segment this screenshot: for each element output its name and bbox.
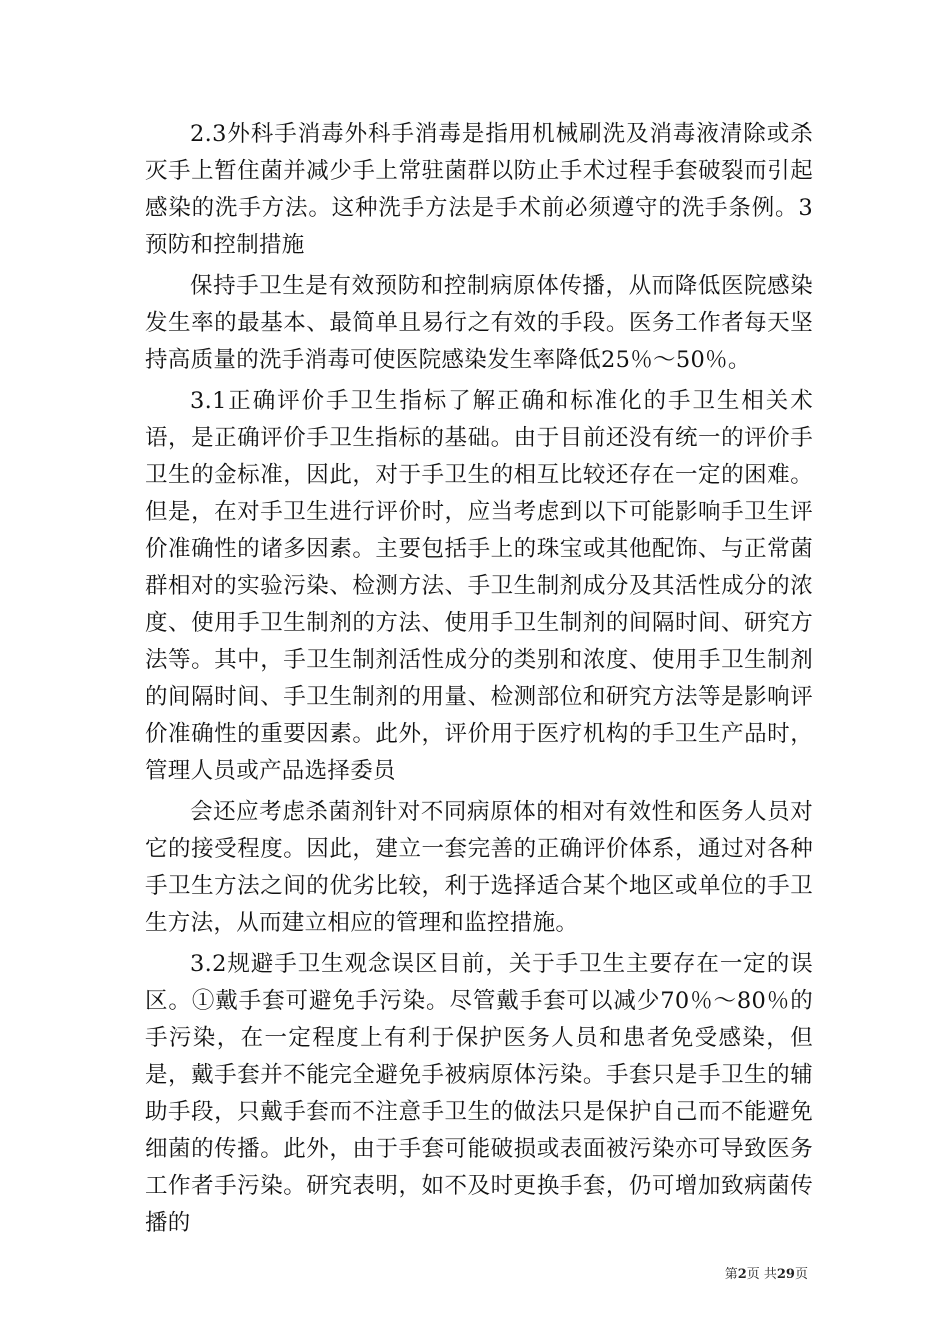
footer-prefix: 第	[724, 1267, 738, 1282]
paragraph-hand-hygiene-misconceptions: 3.2规避手卫生观念误区目前，关于手卫生主要存在一定的误区。①戴手套可避免手污染。尽管戴手套可以减少70％～80％的手污染，在一定程度上有利于保护医务人员和患者免受感染，但是，戴手套并不能完全避免手被病原体污染。手套只是手卫生的辅助手段，只戴手套而不注意手卫生的做法只是保护自己而不能避免细菌的传播。此外，由于手套可能破损或表面被污染亦可导致医务工作者手污染。研究表明，如不及时更换手套，仍可增加致病菌传播的	[145, 951, 813, 1236]
footer-suffix: 页	[794, 1267, 808, 1282]
paragraph-evaluate-hand-hygiene: 3.1正确评价手卫生指标了解正确和标准化的手卫生相关术语，是正确评价手卫生指标的基础。由于目前还没有统一的评价手卫生的金标准，因此，对于手卫生的相互比较还存在一定的困难。但是，在对手卫生进行评价时，应当考虑到以下可能影响手卫生评价准确性的诸多因素。主要包括手上的珠宝或其他配饰、与正常菌群相对的实验污染、检测方法、手卫生制剂成分及其活性成分的浓度、使用手卫生制剂的方法、使用手卫生制剂的间隔时间、研究方法等。其中，手卫生制剂活性成分的类别和浓度、使用手卫生制剂的间隔时间、手卫生制剂的用量、检测部位和研究方法等是影响评价准确性的重要因素。此外，评价用于医疗机构的手卫生产品时，管理人员或产品选择委员	[145, 388, 813, 784]
footer-current-page: 2	[737, 1267, 747, 1282]
document-body	[145, 116, 813, 1246]
paragraph-surgical-hand-disinfection: 2.3外科手消毒外科手消毒是指用机械刷洗及消毒液清除或杀灭手上暂住菌并减少手上常驻菌群以防止手术过程手套破裂而引起感染的洗手方法。这种洗手方法是手术前必须遵守的洗手条例。3 预防和控制措施	[145, 121, 813, 258]
paragraph-hand-hygiene-importance: 保持手卫生是有效预防和控制病原体传播，从而降低医院感染发生率的最基本、最简单且易行之有效的手段。医务工作者每天坚持高质量的洗手消毒可使医院感染发生率降低25％～50％。	[145, 273, 813, 373]
footer-middle: 页 共	[746, 1267, 777, 1282]
paragraph-evaluation-system: 会还应考虑杀菌剂针对不同病原体的相对有效性和医务人员对它的接受程度。因此，建立一套完善的正确评价体系，通过对各种手卫生方法之间的优劣比较，利于选择适合某个地区或单位的手卫生方法，从而建立相应的管理和监控措施。	[145, 799, 813, 936]
footer-total-pages: 29	[776, 1267, 795, 1282]
page-number-footer	[725, 1263, 808, 1282]
